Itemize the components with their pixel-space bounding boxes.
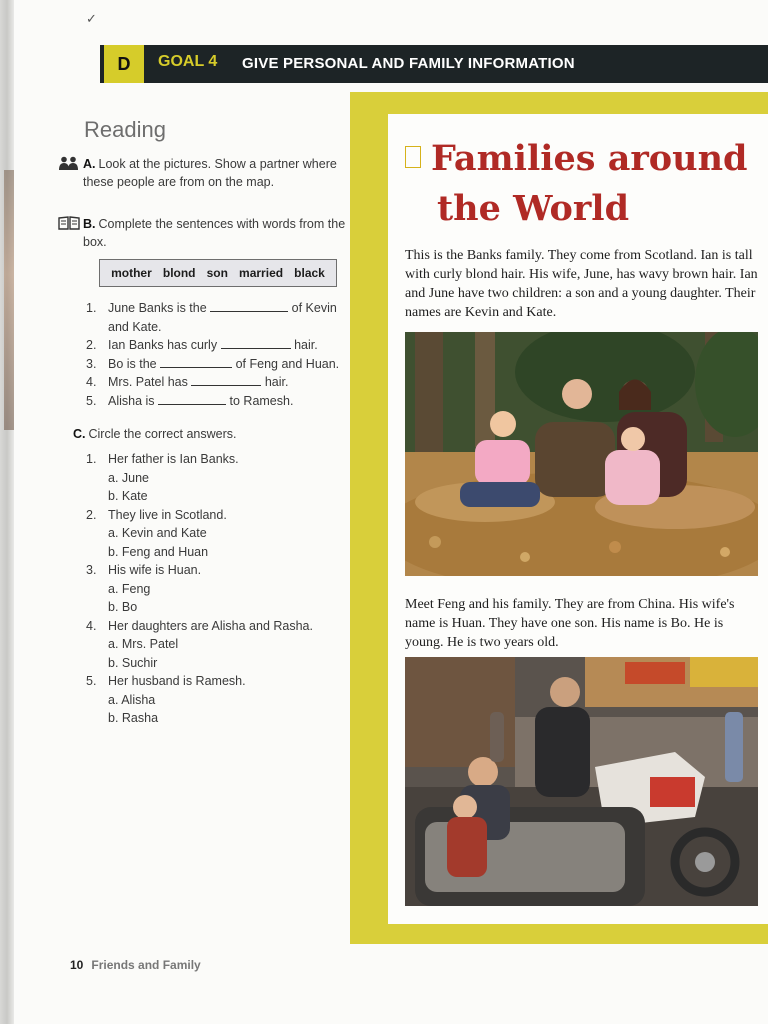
answer-option[interactable]: a. Kevin and Kate	[108, 526, 207, 540]
word-box-item: blond	[162, 266, 196, 280]
article-paragraph-2: Meet Feng and his family. They are from China. His wife's name is Huan. They have one son. His name is Bo. He is young. He is two years old.	[405, 597, 735, 650]
item-number: 4.	[86, 618, 97, 633]
list-item	[86, 336, 346, 355]
answer-option[interactable]: b. Rasha	[108, 711, 159, 725]
question-text: Her husband is Ramesh.	[108, 674, 246, 688]
item-number: 5.	[86, 674, 97, 688]
answer-option[interactable]: a. Mrs. Patel	[108, 637, 179, 651]
question-text: Her father is Ian Banks.	[108, 452, 239, 466]
item-number: 2.	[86, 507, 97, 522]
item-text-before: Mrs. Patel has	[108, 375, 188, 389]
answer-blank[interactable]	[210, 299, 288, 312]
word-box-item: mother	[111, 266, 152, 280]
exercise-c	[73, 425, 363, 443]
item-number: 4.	[86, 375, 97, 389]
answer-option[interactable]: b. Kate	[108, 489, 148, 503]
question-text: They live in Scotland.	[108, 507, 227, 522]
exercise-a-label: A.	[83, 157, 96, 171]
answer-option[interactable]: a. June	[108, 470, 150, 485]
question-text: Her daughters are Alisha and Rasha.	[108, 618, 313, 633]
item-number: 1.	[86, 452, 97, 466]
item-number: 3.	[86, 563, 97, 577]
list-item	[86, 355, 346, 374]
answer-option[interactable]: a. Feng	[108, 581, 151, 596]
question-text: His wife is Huan.	[108, 563, 202, 577]
answer-option[interactable]: b. Bo	[108, 600, 138, 614]
answer-blank[interactable]	[221, 336, 291, 349]
reading-heading: Reading	[84, 117, 166, 142]
pair-work-icon	[58, 156, 80, 170]
exercise-a-text: Look at the pictures. Show a partner where these people are from on the map.	[83, 157, 337, 189]
item-text-after: of Feng and Huan.	[235, 356, 340, 371]
list-item	[86, 617, 346, 673]
exercise-c-label: C.	[73, 427, 86, 441]
title-square-icon	[405, 146, 421, 168]
word-box	[99, 259, 337, 287]
banks-family-illustration	[405, 332, 758, 576]
answer-option[interactable]: a. Alisha	[108, 692, 156, 707]
exercise-b-label: B.	[83, 217, 96, 231]
exercise-c-list	[86, 450, 346, 728]
article-title-line2: the World	[437, 188, 630, 229]
list-item	[86, 299, 346, 336]
item-number: 3.	[86, 356, 97, 371]
answer-blank[interactable]	[160, 355, 232, 368]
page-number: 10	[70, 958, 84, 972]
exercise-b-list	[86, 299, 346, 410]
list-item	[86, 373, 346, 392]
item-text-before: Alisha is	[108, 393, 155, 408]
exercise-a	[58, 155, 348, 191]
item-text-before: Bo is the	[108, 356, 157, 371]
article-paragraph-1: This is the Banks family. They come from Scotland. Ian is tall with curly blond hair. His wife, June, has wavy brown hair. Ian and June have two children: a son and a young daughter. Their names are Kevin and Kate.	[405, 248, 758, 320]
item-text-after: hair.	[264, 375, 289, 389]
feng-family-illustration	[405, 657, 758, 906]
item-text-after: of Kevin and Kate.	[108, 301, 337, 334]
word-box-item: black	[294, 266, 325, 280]
item-text-before: June Banks is the	[108, 301, 207, 315]
list-item	[86, 506, 346, 562]
feng-family-photo	[405, 657, 758, 906]
article-title-line1: Families around	[431, 138, 748, 179]
answer-blank[interactable]	[191, 373, 261, 386]
section-letter: D	[104, 45, 144, 83]
pen-mark: ✓	[86, 12, 97, 27]
item-text-before: Ian Banks has curly	[108, 338, 218, 352]
exercise-b-text: Complete the sentences with words from the box.	[83, 217, 346, 249]
goal-title: GIVE PERSONAL AND FAMILY INFORMATION	[242, 55, 575, 72]
page-footer	[70, 958, 201, 972]
article-title	[405, 134, 765, 234]
list-item	[86, 392, 346, 411]
list-item	[86, 672, 346, 728]
item-number: 5.	[86, 393, 97, 408]
banks-family-photo	[405, 332, 758, 576]
item-number: 2.	[86, 338, 97, 352]
exercise-c-text: Circle the correct answers.	[88, 427, 237, 441]
list-item	[86, 450, 346, 506]
unit-name: Friends and Family	[91, 958, 201, 972]
exercise-b	[58, 215, 348, 251]
spine-shadow	[4, 170, 14, 430]
item-number: 1.	[86, 301, 97, 315]
goal-label: GOAL 4	[158, 53, 218, 70]
answer-option[interactable]: b. Suchir	[108, 655, 158, 670]
answer-blank[interactable]	[158, 392, 226, 405]
word-box-item: son	[206, 266, 228, 280]
book-icon	[58, 216, 80, 230]
item-text-after: to Ramesh.	[229, 393, 294, 408]
list-item	[86, 561, 346, 617]
book-spine	[0, 0, 14, 1024]
answer-option[interactable]: b. Feng and Huan	[108, 544, 209, 559]
word-box-item: married	[239, 266, 284, 280]
item-text-after: hair.	[294, 338, 318, 352]
